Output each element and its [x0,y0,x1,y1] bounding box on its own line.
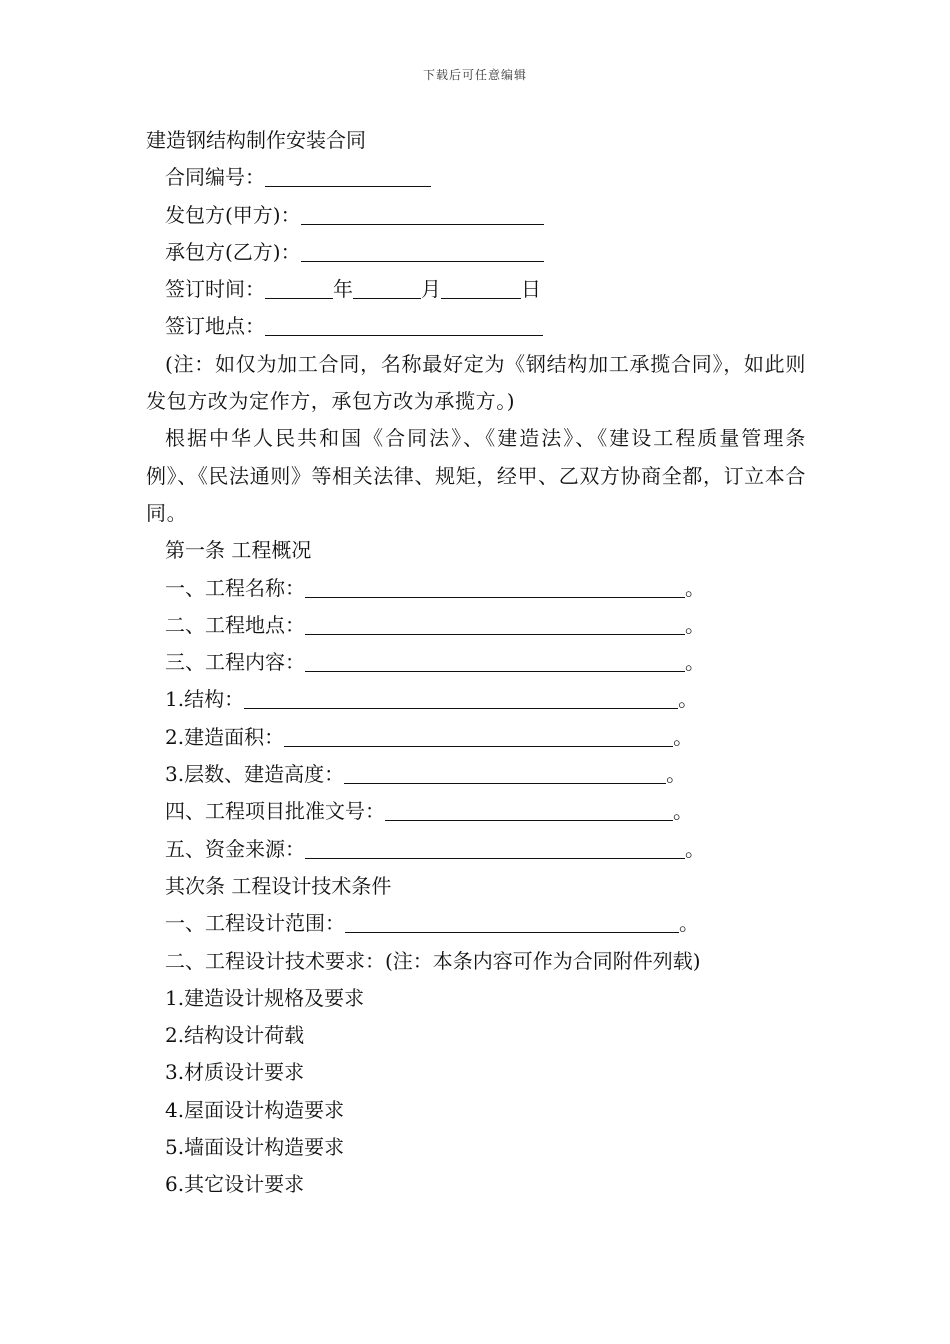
funding-label: 五、资金来源： [165,836,305,861]
party-b-blank [301,239,544,262]
structure-row [146,681,806,718]
sign-month-blank [353,276,421,299]
project-content-row [146,644,806,681]
design-item: 1.建造设计规格及要求 [165,985,365,1010]
party-b-row [146,234,806,271]
approval-label: 四、工程项目批准文号： [165,799,385,824]
design-scope-row [146,905,806,942]
design-item: 3.材质设计要求 [165,1060,305,1085]
floors-row [146,756,806,793]
period-mark: 。 [685,836,705,861]
structure-label: 1.结构： [165,687,245,712]
sign-time-label: 签订时间： [165,277,265,302]
note-paragraph: (注：如仅为加工合同，名称最好定为《钢结构加工承揽合同》，如此则发包方改为定作方，承包方改为承揽方。) [146,351,806,414]
project-name-label: 一、工程名称： [165,575,305,600]
period-mark: 。 [679,911,699,936]
project-name-blank [305,575,685,598]
floors-label: 3.层数、建造高度： [165,762,345,787]
period-mark: 。 [666,762,687,787]
contract-number-row [146,159,806,196]
funding-blank [305,836,685,859]
contract-number-blank [265,164,431,187]
period-mark: 。 [673,799,693,824]
project-location-row [146,607,806,644]
period-mark: 。 [673,724,694,749]
design-scope-label: 一、工程设计范围： [165,911,345,936]
approval-row [146,793,806,830]
period-mark: 。 [678,687,699,712]
floors-blank [344,761,666,784]
project-content-label: 三、工程内容： [165,650,305,675]
party-a-row [146,197,806,234]
area-row [146,719,806,756]
sign-day-blank [441,276,521,299]
sign-place-blank [265,313,543,336]
year-label: 年 [333,277,353,302]
area-label: 2.建造面积： [165,724,285,749]
structure-blank [244,686,678,709]
project-content-blank [305,649,685,672]
sign-year-blank [265,276,333,299]
party-a-blank [301,202,544,225]
approval-blank [385,798,673,821]
basis-paragraph: 根据中华人民共和国《合同法》、《建造法》、《建设工程质量管理条例》、《民法通则》等相关法律、规矩，经甲、乙双方协商全都，订立本合同。 [146,426,806,525]
project-name-row [146,570,806,607]
contract-title: 建造钢结构制作安装合同 [146,128,366,152]
project-location-blank [305,612,685,635]
document-body [146,122,806,1204]
design-scope-blank [345,910,679,933]
party-b-label: 承包方(乙方)： [165,239,301,264]
month-label: 月 [421,277,441,302]
period-mark: 。 [685,650,705,675]
sign-place-label: 签订地点： [165,314,265,339]
design-requirements-row: 二、工程设计技术要求：(注：本条内容可作为合同附件列载) [165,948,701,973]
article-1-title: 第一条 工程概况 [165,538,312,563]
article-2-title: 其次条 工程设计技术条件 [165,873,392,898]
funding-row [146,831,806,868]
sign-place-row [146,308,806,345]
page-header: 下载后可任意编辑 [422,68,527,82]
area-blank [284,724,673,747]
project-location-label: 二、工程地点： [165,612,305,637]
contract-number-label: 合同编号： [165,165,265,190]
period-mark: 。 [685,575,705,600]
design-item: 2.结构设计荷载 [165,1023,305,1048]
period-mark: 。 [685,612,705,637]
design-item: 5.墙面设计构造要求 [165,1135,345,1160]
sign-time-row [146,271,806,308]
design-item: 4.屋面设计构造要求 [165,1097,345,1122]
design-item: 6.其它设计要求 [165,1172,305,1197]
day-label: 日 [521,277,541,302]
party-a-label: 发包方(甲方)： [165,202,301,227]
